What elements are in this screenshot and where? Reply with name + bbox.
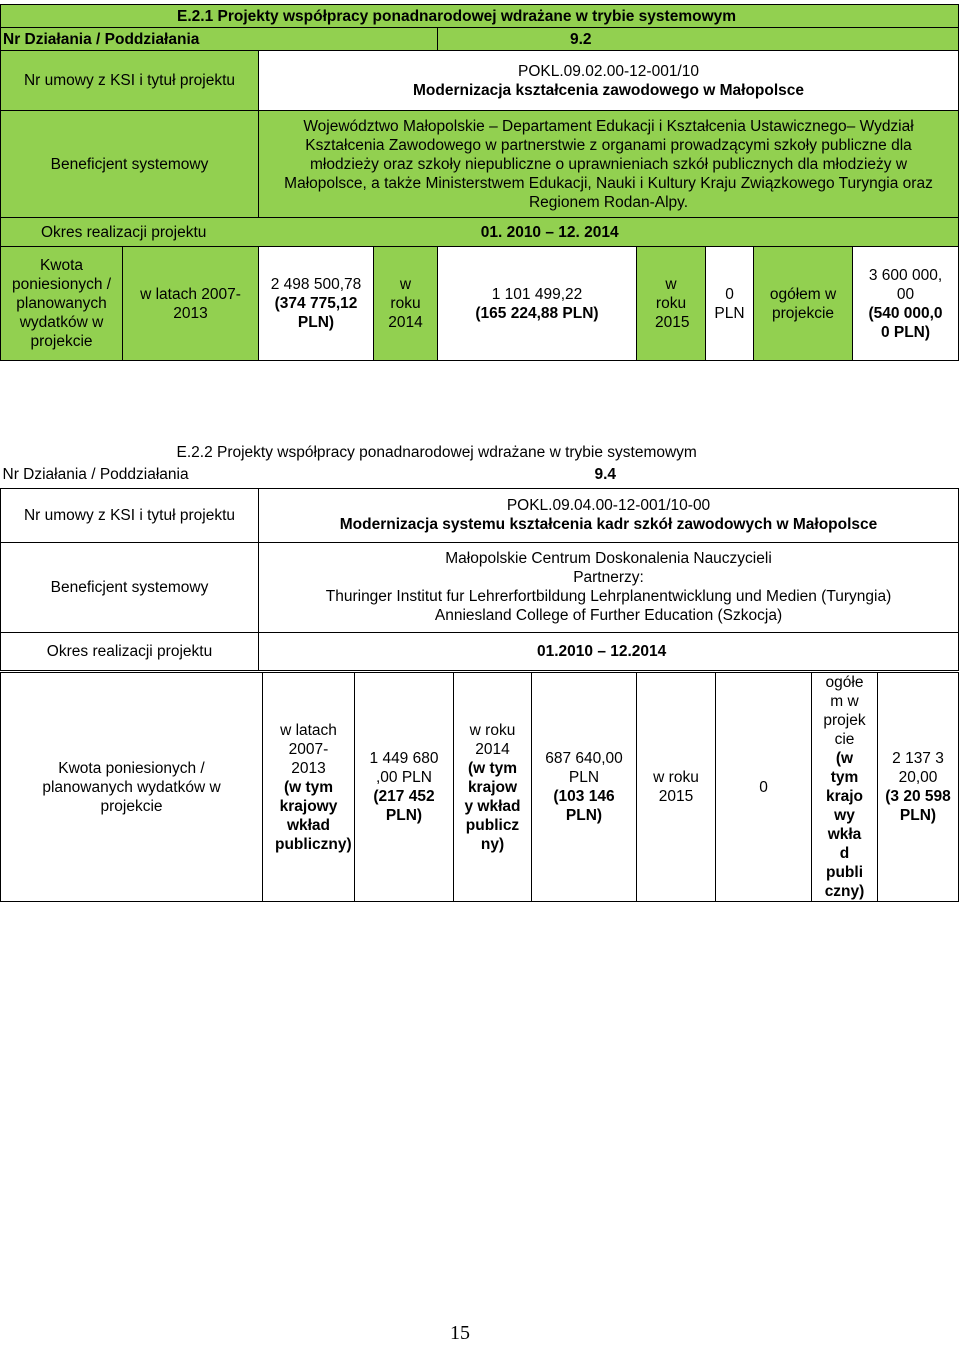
umowa-label: Nr umowy z KSI i tytuł projektu [1,51,259,111]
latach-value: 1 449 680 ,00 PLN (217 452 PLN) [355,673,454,902]
umowa-title: Modernizacja systemu kształcenia kadr szkół zawodowych w Małopolsce [339,516,878,533]
section-heading: E.2.1 Projekty współpracy ponadnarodowej wdrażane w trybie systemowym [1,5,959,28]
roku-2015-label: w roku 2015 [637,673,716,902]
kwota-label: Kwota poniesionych / planowanych wydatków w projekcie [1,247,123,361]
roku-2014-value: 1 101 499,22 (165 224,88 PLN) [438,247,637,361]
nr-dzialania-label: Nr Działania / Poddziałania [2,466,189,484]
umowa-label: Nr umowy z KSI i tytuł projektu [1,488,259,542]
umowa-title: Modernizacja kształcenia zawodowego w Małopolsce [412,81,805,99]
beneficjent-label: Beneficjent systemowy [1,111,259,218]
nr-dzialania-label: Nr Działania / Poddziałania [1,28,438,51]
umowa-value [259,51,959,111]
roku-2015-value: 0 PLN [706,247,754,361]
ogolem-value: 2 137 3 20,00 (3 20 598 PLN) [878,673,959,902]
ogolem-label: ogółe m w projek cie (w tym krajo wy wkła d publi czny) [812,673,878,902]
nr-dzialania-value: 9.4 [594,466,617,484]
roku-2015-value: 0 [716,673,812,902]
latach-label: w latach 2007-2013 [123,247,259,361]
project-table-e22 [0,436,959,671]
latach-value: 2 498 500,78 (374 775,12 PLN) [259,247,374,361]
project-table-e21 [0,4,959,361]
beneficjent-value: Województwo Małopolskie – Departament Edukacji i Kształcenia Ustawicznego– Wydział Kształcenia Zawodowego w partnerstwie z organami prowadzącymi szkoły publiczne dla młodzieży oraz szkoły niepubliczne o uprawnieniach szkół publicznych dla młodzieży w Małopolsce, a także Ministerstwem Edukacji, Nauki i Kultury Kraju Związkowego Turyngia oraz Regionem Rodan-Alpy. [259,111,959,218]
okres-label: Okres realizacji projektu [1,632,259,670]
section-heading: E.2.2 Projekty współpracy ponadnarodowej wdrażane w trybie systemowym [176,444,697,461]
roku-2015-label: w roku 2015 [637,247,706,361]
roku-2014-label: w roku 2014 (w tym krajow y wkład publicz ny) [454,673,532,902]
okres-label: Okres realizacji projektu [41,223,207,241]
kwota-table-e22 [0,672,959,902]
beneficjent-value: Małopolskie Centrum Doskonalenia Nauczycieli Partnerzy: Thuringer Institut fur Lehrerfortbildung Lehrplanentwicklung und Medien (Turyngia) Anniesland College of Further Education (Szkocja) [259,542,959,632]
ogolem-label: ogółem w projekcie [754,247,853,361]
nr-dzialania-value: 9.2 [438,28,959,51]
ogolem-value: 3 600 000, 00 (540 000,0 0 PLN) [853,247,959,361]
roku-2014-value: 687 640,00 PLN (103 146 PLN) [532,673,637,902]
umowa-number: POKL.09.04.00-12-001/10-00 [506,497,711,514]
roku-2014-label: w roku 2014 [374,247,438,361]
okres-value: 01.2010 – 12.2014 [259,632,959,670]
beneficjent-label: Beneficjent systemowy [1,542,259,632]
umowa-value [259,488,959,542]
kwota-label: Kwota poniesionych / planowanych wydatków w projekcie [1,673,263,902]
page-number: 15 [450,1322,470,1344]
latach-label: w latach 2007-2013 (w tym krajowy wkład publiczny) [263,673,355,902]
okres-row [1,218,959,247]
umowa-number: POKL.09.02.00-12-001/10 [518,62,699,80]
okres-value: 01. 2010 – 12. 2014 [480,223,619,241]
